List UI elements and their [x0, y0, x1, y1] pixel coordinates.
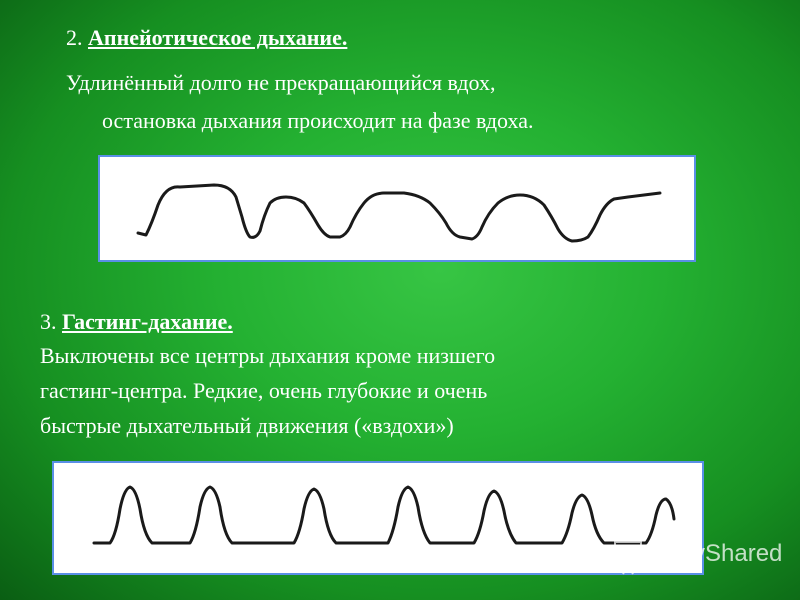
section2-desc-line1: Удлинённый долго не прекращающийся вдох, [66, 70, 496, 95]
section3-desc-line2: гастинг-центра. Редкие, очень глубокие и очень [40, 378, 488, 403]
watermark-text: MyShared [673, 540, 783, 567]
section3-desc-line1: Выключены все центры дыхания кроме низшего [40, 343, 496, 368]
watermark [611, 538, 791, 578]
apneustic-breathing-trace [138, 185, 660, 241]
apneustic-trace-figure [100, 157, 694, 260]
section2-desc-line2: остановка дыхания происходит на фазе вдоха. [102, 108, 534, 133]
section2-title: Апнейотическое дыхание. [88, 25, 348, 50]
section3-number: 3. [40, 309, 57, 334]
section2-heading [66, 25, 347, 51]
gasping-breathing-trace [94, 487, 674, 543]
gasping-trace-panel [52, 461, 704, 575]
gasping-trace-figure [54, 463, 702, 573]
presentation-chart-icon [611, 538, 667, 578]
section3-title: Гастинг-дахание. [62, 309, 233, 334]
section3-heading [40, 309, 233, 335]
section2-number: 2. [66, 25, 83, 50]
section3-desc-line3: быстрые дыхательный движения («вздохи») [40, 413, 454, 438]
apneustic-trace-panel [98, 155, 696, 262]
